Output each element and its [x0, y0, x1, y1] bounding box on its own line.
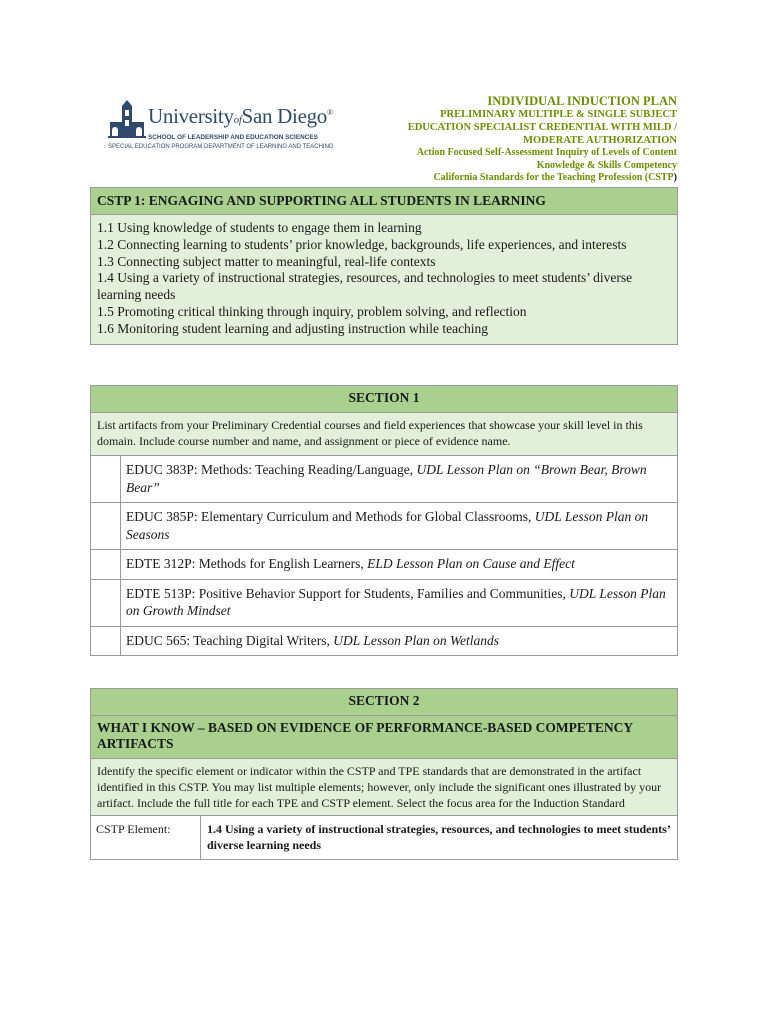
artifact-cell[interactable]: EDUC 565: Teaching Digital Writers, UDL Lesson Plan on Wetlands [121, 626, 678, 656]
cstp-element: 1.3 Connecting subject matter to meaningful, real-life contexts [97, 253, 436, 269]
artifact-marker-cell [91, 550, 121, 580]
plan-subtitle-3: MODERATE AUTHORIZATION [523, 135, 677, 146]
logo-wordmark: UniversityofSan Diego® [148, 104, 333, 128]
artifact-row [91, 550, 678, 580]
section-2-instructions: Identify the specific element or indicator within the CSTP and TPE standards that are demonstrated in the artifact identified in this CSTP. You may list multiple elements; however, only include the significant ones illustrated by your artifact. Include the full title for each TPE and CSTP element. Select the focus area for the Induction Standard [91, 759, 678, 816]
artifact-row [91, 579, 678, 626]
artifact-marker-cell [91, 579, 121, 626]
section-2-title: SECTION 2 [91, 689, 678, 716]
logo-school-name: SCHOOL OF LEADERSHIP AND EDUCATION SCIENCES [148, 134, 318, 141]
document-header [0, 0, 768, 190]
section-1-table [90, 385, 678, 656]
plan-focus-1: Action Focused Self-Assessment Inquiry of Levels of Content [416, 147, 677, 158]
section-1-instructions: List artifacts from your Preliminary Credential courses and field experiences that showcase your skill level in this domain. Include course number and name, and assignment or piece of evidence name. [91, 413, 678, 456]
cstp-element-value[interactable]: 1.4 Using a variety of instructional strategies, resources, and technologies to meet students’ diverse learning needs [201, 816, 678, 860]
section-1-title: SECTION 1 [91, 386, 678, 413]
section-2-heading: WHAT I KNOW – BASED ON EVIDENCE OF PERFORMANCE-BASED COMPETENCY ARTIFACTS [91, 716, 678, 759]
cstp-table [90, 187, 678, 345]
plan-subtitle-1: PRELIMINARY MULTIPLE & SINGLE SUBJECT [440, 109, 677, 120]
logo-program-name: SPECIAL EDUCATION PROGRAM DEPARTMENT OF LEARNING AND TEACHING [108, 144, 334, 150]
cstp-element: 1.5 Promoting critical thinking through inquiry, problem solving, and reflection [97, 303, 527, 319]
plan-title: INDIVIDUAL INDUCTION PLAN [487, 94, 677, 108]
cstp-element: 1.2 Connecting learning to students’ prior knowledge, backgrounds, life experiences, and interests [97, 236, 627, 252]
artifact-row [91, 456, 678, 503]
cstp-element-label: CSTP Element: [91, 816, 201, 860]
artifact-marker-cell [91, 503, 121, 550]
plan-heading [408, 94, 677, 185]
mission-tower-icon [108, 100, 146, 146]
artifact-row [91, 626, 678, 656]
cstp-title: CSTP 1: ENGAGING AND SUPPORTING ALL STUDENTS IN LEARNING [91, 188, 678, 215]
section-2-table [90, 688, 678, 860]
cstp-elements [91, 215, 678, 345]
artifact-cell[interactable]: EDUC 383P: Methods: Teaching Reading/Language, UDL Lesson Plan on “Brown Bear, Brown Bear” [121, 456, 678, 503]
artifact-cell[interactable]: EDTE 312P: Methods for English Learners, ELD Lesson Plan on Cause and Effect [121, 550, 678, 580]
artifact-marker-cell [91, 626, 121, 656]
artifact-cell[interactable]: EDUC 385P: Elementary Curriculum and Methods for Global Classrooms, UDL Lesson Plan on Seasons [121, 503, 678, 550]
cstp-element: 1.6 Monitoring student learning and adjusting instruction while teaching [97, 320, 489, 336]
plan-focus-2: Knowledge & Skills Competency [536, 159, 677, 171]
artifact-marker-cell [91, 456, 121, 503]
plan-subtitle-2: EDUCATION SPECIALIST CREDENTIAL WITH MILD / [407, 122, 677, 133]
plan-focus-3: California Standards for the Teaching Profession (CSTP) [433, 172, 677, 183]
cstp-element: 1.4 Using a variety of instructional strategies, resources, and technologies to meet students’ diverse learning needs [97, 270, 633, 303]
cstp-element: 1.1 Using knowledge of students to engage them in learning [97, 220, 422, 235]
artifact-cell[interactable]: EDTE 513P: Positive Behavior Support for Students, Families and Communities, UDL Lesson Plan on Growth Mindset [121, 579, 678, 626]
artifact-row [91, 503, 678, 550]
university-logo [108, 100, 344, 156]
